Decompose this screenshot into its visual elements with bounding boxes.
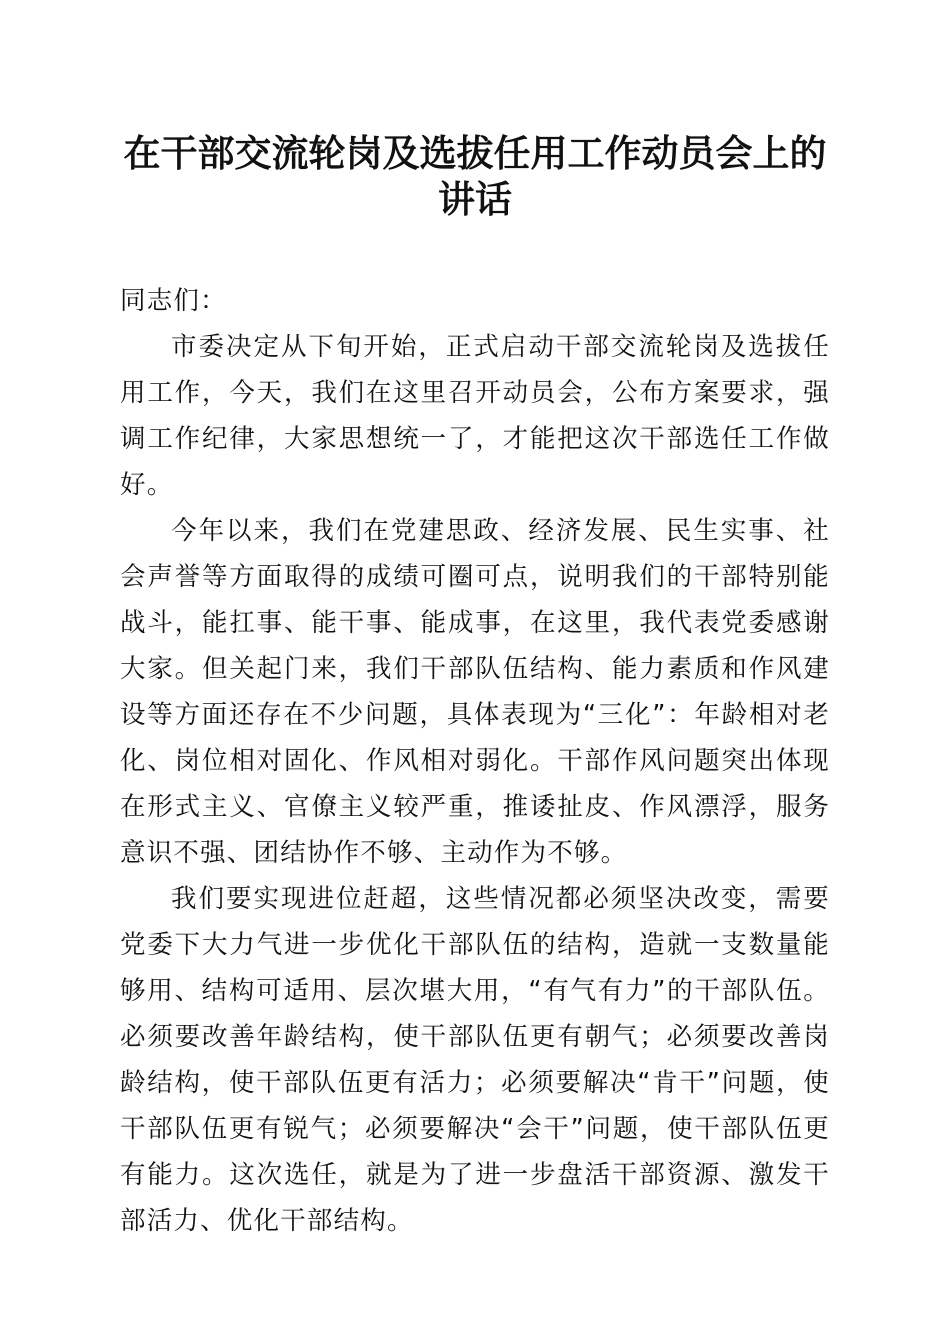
document-title: 在干部交流轮岗及选拔任用工作动员会上的讲话 [123,131,827,221]
salutation: 同志们： [120,286,227,316]
document-page [120,130,830,1244]
paragraph-3: 我们要实现进位赶超，这些情况都必须坚决改变，需要党委下大力气进一步优化干部队伍的结构，造就一支数量能够用、结构可适用、层次堪大用，“有气有力”的干部队伍。必须要改善年龄结构，使干部队伍更有朝气；必须要改善岗龄结构，使干部队伍更有活力；必须要解决“肯干”问题，使干部队伍更有锐气；必须要解决“会干”问题，使干部队伍更有能力。这次选任，就是为了进一步盘活干部资源、激发干部活力、优化干部结构。 [120,884,830,1236]
document-body [120,278,830,1244]
paragraph-2: 今年以来，我们在党建思政、经济发展、民生实事、社会声誉等方面取得的成绩可圈可点，说明我们的干部特别能战斗，能扛事、能干事、能成事，在这里，我代表党委感谢大家。但关起门来，我们干部队伍结构、能力素质和作风建设等方面还存在不少问题，具体表现为“三化”：年龄相对老化、岗位相对固化、作风相对弱化。干部作风问题突出体现在形式主义、官僚主义较严重，推诿扯皮、作风漂浮，服务意识不强、团结协作不够、主动作为不够。 [120,516,830,868]
paragraph-1: 市委决定从下旬开始，正式启动干部交流轮岗及选拔任用工作，今天，我们在这里召开动员会，公布方案要求，强调工作纪律，大家思想统一了，才能把这次干部选任工作做好。 [120,332,830,500]
